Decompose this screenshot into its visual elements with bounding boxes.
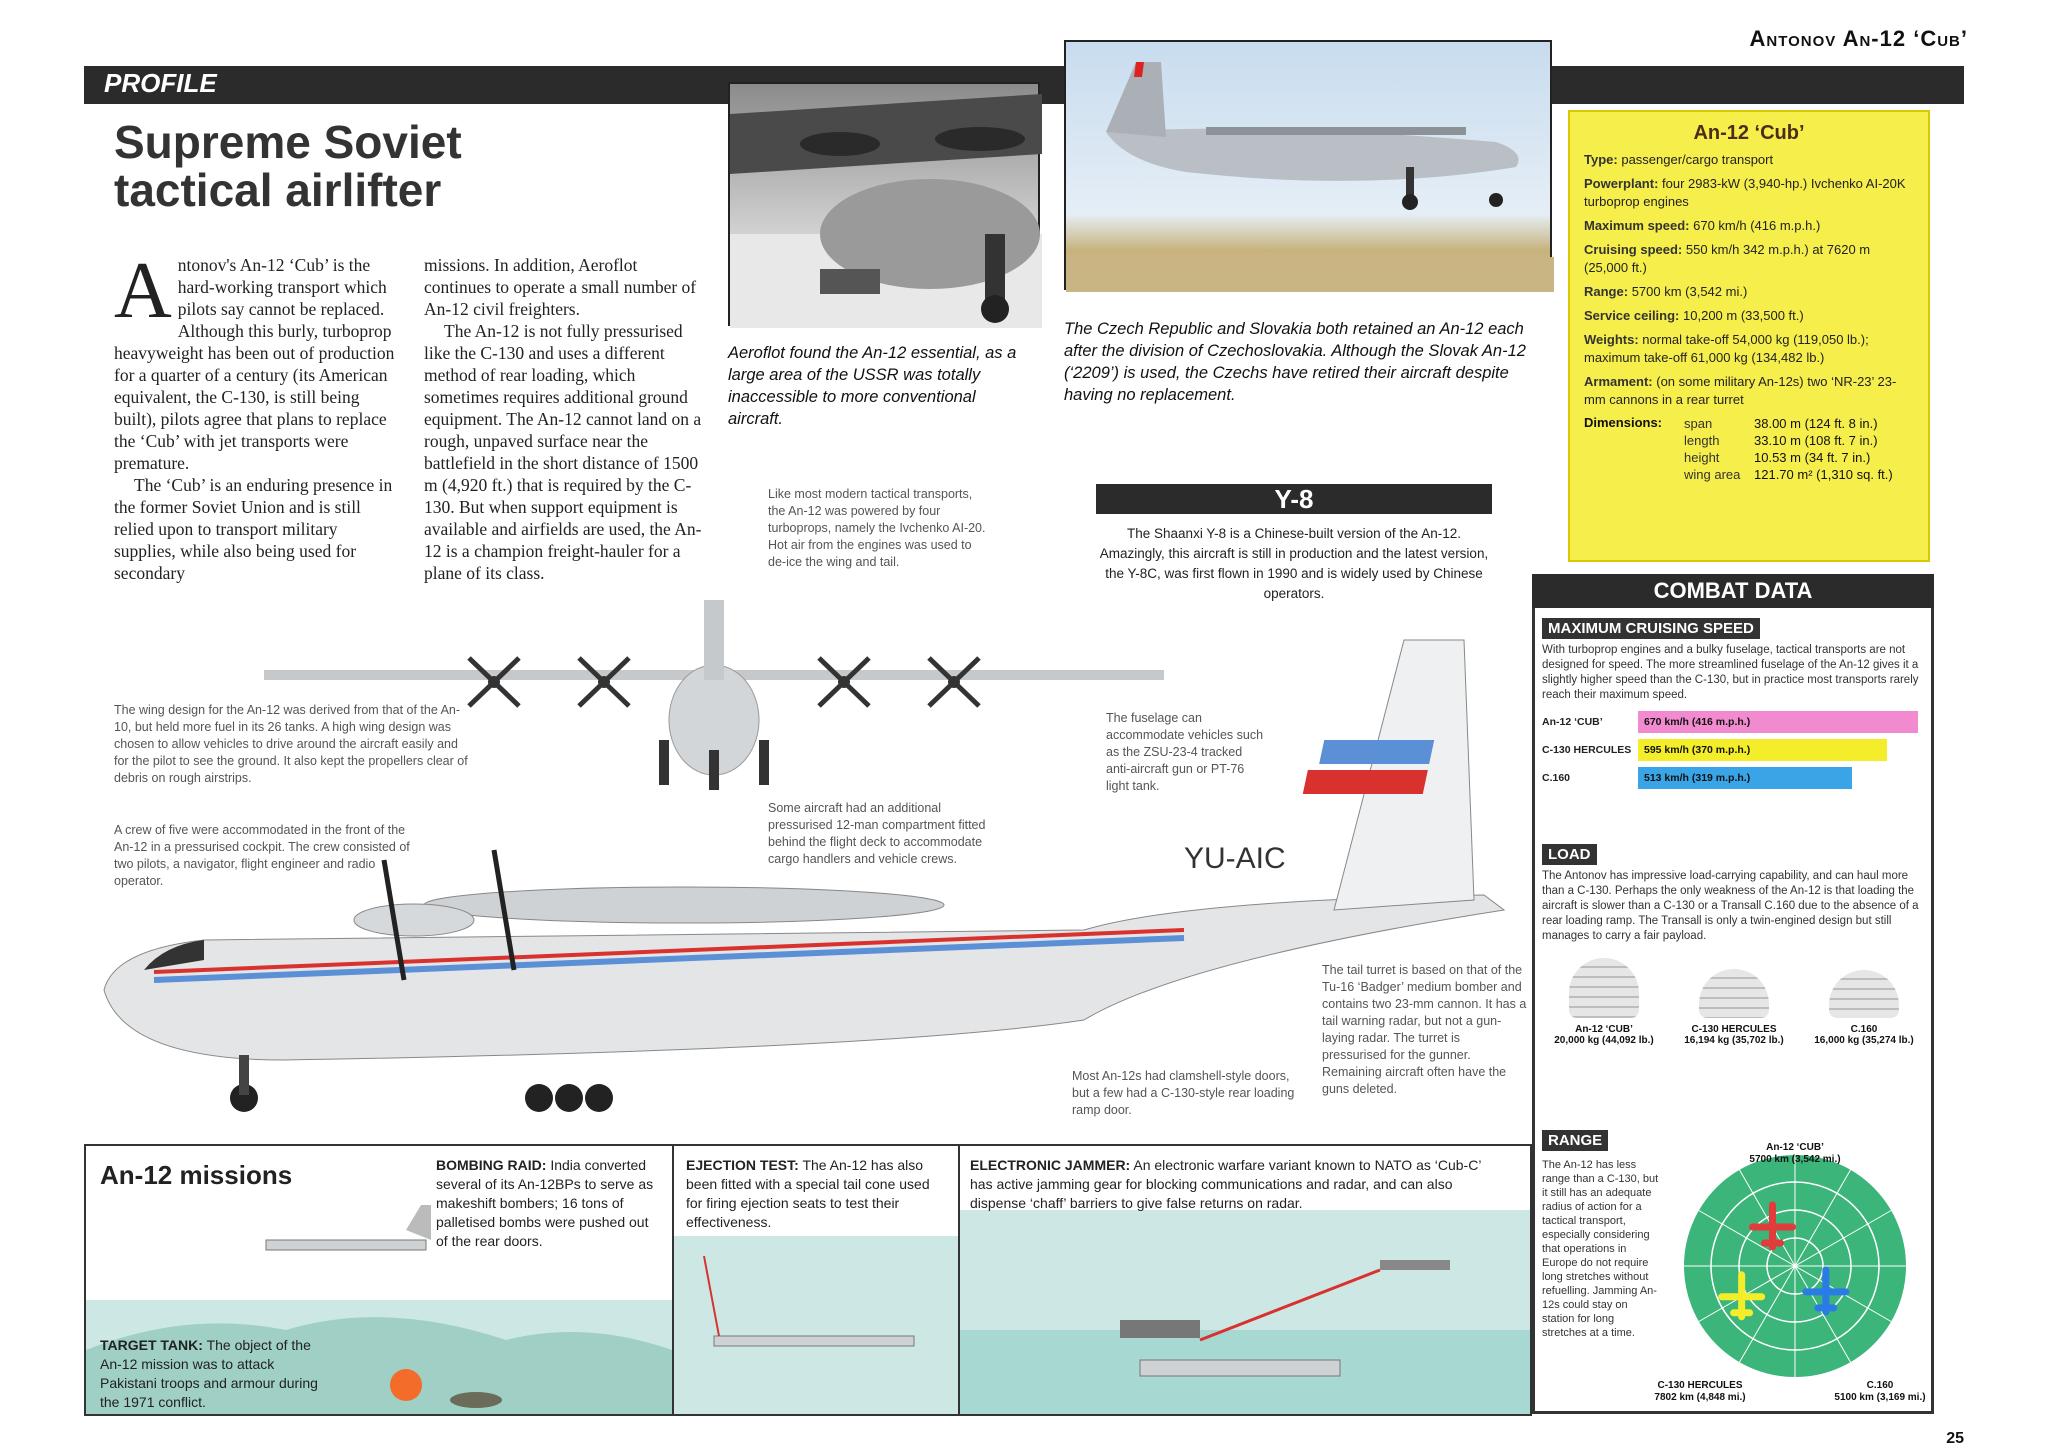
page-title: Antonov An-12 ‘Cub’ — [1749, 26, 1968, 51]
range-aircraft-name: C-130 HERCULES — [1657, 1380, 1743, 1391]
load-aircraft-name: An-12 ‘CUB’ — [1575, 1024, 1633, 1035]
body-text: ntonov's An-12 ‘Cub’ is the hard-working transport which pilots say cannot be replaced. Although this burly, turboprop heavyweight has been out of production for a quarter of a century (its American equivalent, the C-130, is still being built), pilots agree that plans to replace the ‘Cub’ with jet transports were premature. — [114, 255, 395, 473]
body-column-1 — [114, 247, 398, 584]
range-value: 7802 km (4,848 mi.) — [1654, 1392, 1746, 1403]
missions-title: An-12 missions — [100, 1160, 293, 1190]
load-section — [1542, 844, 1926, 1046]
spec-dimensions — [1584, 415, 1914, 483]
body-paragraph: missions. In addition, Aeroflot continues to operate a small number of An-12 civil freighters. — [424, 255, 697, 319]
load-pallet-stack — [1699, 969, 1769, 1018]
spec-cruise-speed: Cruising speed: 550 km/h 342 m.p.h.) at 7620 m (25,000 ft.) — [1584, 242, 1871, 275]
body-paragraph — [114, 247, 398, 474]
spec-type: Type: passenger/cargo transport — [1584, 152, 1774, 167]
speed-bar: 595 km/h (370 m.p.h.) — [1638, 739, 1887, 761]
speed-row — [1542, 767, 1926, 789]
spec-max-speed: Maximum speed: 670 km/h (416 m.p.h.) — [1584, 218, 1821, 233]
speed-section — [1542, 618, 1926, 795]
range-value: 5100 km (3,169 mi.) — [1834, 1392, 1926, 1403]
page-number: 25 — [1946, 1430, 1964, 1447]
annotation-wing: The wing design for the An-12 was derived from that of the An-10, but held more fuel in its 26 tanks. A high wing design was chosen to allow vehicles to drive around the aircraft easily and for the pilot to see the ground. It also kept the propellers clear of debris on rough airstrips. — [114, 703, 468, 785]
photo-czech — [1064, 40, 1552, 290]
photo-aeroflot-image — [730, 84, 1042, 328]
load-chart — [1542, 954, 1926, 1046]
range-value: 5700 km (3,542 mi.) — [1749, 1154, 1841, 1165]
dimension-row: span 38.00 m (124 ft. 8 in.) — [1684, 416, 1878, 431]
jammer-scene — [960, 1210, 1530, 1414]
mission-electronic-jammer: ELECTRONIC JAMMER: An electronic warfare variant known to NATO as ‘Cub-C’ has active jamming gear for blocking communications and radar, and can also dispense ‘chaff’ barriers to give false returns on radar. — [970, 1157, 1481, 1211]
speed-chart — [1542, 711, 1926, 789]
photo-aeroflot — [728, 82, 1040, 326]
speed-tag: MAXIMUM CRUISING SPEED — [1542, 618, 1760, 639]
y8-text: The Shaanxi Y-8 is a Chinese-built version of the An-12. Amazingly, this aircraft is still in production and the latest version, the Y-8C, was first flown in 1990 and is widely used by Chinese operators. — [1099, 526, 1489, 601]
speed-bar: 670 km/h (416 m.p.h.) — [1638, 711, 1918, 733]
speed-aircraft-label: An-12 ‘CUB’ — [1542, 716, 1603, 728]
spec-powerplant: Powerplant: four 2983-kW (3,940-hp.) Ivchenko AI-20K turboprop engines — [1584, 176, 1906, 209]
annotation-engines: Like most modern tactical transports, the An-12 was powered by four turboprops, namely the Ivchenko AI-20. Hot air from the engines was used to de-ice the wing and tail. — [768, 487, 986, 569]
specs-box — [1568, 110, 1930, 562]
annotation-fuselage: The fuselage can accommodate vehicles such as the ZSU-23-4 tracked anti-aircraft gun or PT-76 light tank. — [1106, 711, 1264, 793]
range-aircraft-name: An-12 ‘CUB’ — [1766, 1142, 1824, 1153]
speed-row — [1542, 711, 1926, 733]
spec-dimensions-label: Dimensions: — [1584, 415, 1663, 430]
load-column — [1672, 954, 1796, 1046]
dimension-row: height 10.53 m (34 ft. 7 in.) — [1684, 450, 1871, 465]
load-column — [1542, 954, 1666, 1046]
annotation-doors: Most An-12s had clamshell-style doors, but a few had a C-130-style rear loading ramp door. — [1072, 1069, 1295, 1117]
load-value: 20,000 kg (44,092 lb.) — [1554, 1035, 1654, 1046]
headline-line1: Supreme Soviet — [114, 116, 462, 168]
load-tag: LOAD — [1542, 844, 1597, 865]
range-section — [1542, 1130, 1926, 1410]
caption-aeroflot: Aeroflot found the An-12 essential, as a large area of the USSR was totally inaccessible to more conventional aircraft. — [728, 344, 1017, 428]
mission-target-tank: TARGET TANK: The object of the An-12 mission was to attack Pakistani troops and armour during the 1971 conflict. — [100, 1337, 318, 1410]
mission-ejection-test: EJECTION TEST: The An-12 has also been fitted with a special tail cone used for firing ejection seats to test their effectiveness. — [686, 1157, 930, 1230]
combat-data-title: COMBAT DATA — [1532, 574, 1934, 608]
annotation-compartment: Some aircraft had an additional pressurised 12-man compartment fitted behind the flight deck to accommodate cargo handlers and vehicle crews. — [768, 801, 986, 866]
mission-bombing-raid: BOMBING RAID: India converted several of its An-12BPs to serve as makeshift bombers; 16 tons of palletised bombs were pushed out of the rear doors. — [436, 1157, 654, 1249]
caption-czech: The Czech Republic and Slovakia both retained an An-12 each after the division of Czechoslovakia. Although the Slovak An-12 (‘2209’) is used, the Czechs have retired their aircraft despite having no replacement. — [1064, 320, 1526, 404]
dimension-list — [1684, 415, 1893, 483]
speed-bar: 513 km/h (319 m.p.h.) — [1638, 767, 1852, 789]
registration-mark: YU-AIC — [1184, 842, 1286, 875]
body-paragraph: The ‘Cub’ is an enduring presence in the former Soviet Union and is still relied upon to transport military supplies, while also being used for secondary — [114, 475, 393, 583]
dropcap: A — [114, 247, 172, 335]
range-aircraft-name: C.160 — [1866, 1380, 1894, 1391]
annotation-crew: A crew of five were accommodated in the front of the An-12 in a pressurised cockpit. The crew consisted of two pilots, a navigator, flight engineer and radio operator. — [114, 823, 410, 888]
range-text: The An-12 has less range than a C-130, but it still has an adequate radius of action for a tactical transport, especially considering that operations in Europe do not require long stretches without refuelling. Jamming An-12s could stay on station for long stretches at a time. — [1542, 1159, 1659, 1339]
spec-ceiling: Service ceiling: 10,200 m (33,500 ft.) — [1584, 308, 1804, 323]
body-column-2 — [424, 254, 704, 584]
load-text: The Antonov has impressive load-carrying capability, and can haul more than a C-130. Perhaps the only weakness of the An-12 is that loading the aircraft is slower than a C-130 or a Transall C.160 due to the absence of a rear loading ramp. The Transall is only a twin-engined design but still manages to carry a fair payload. — [1542, 870, 1919, 942]
load-value: 16,000 kg (35,274 lb.) — [1814, 1035, 1914, 1046]
speed-aircraft-label: C-130 HERCULES — [1542, 744, 1632, 756]
speed-aircraft-label: C.160 — [1542, 772, 1571, 784]
annotation-tail-turret: The tail turret is based on that of the Tu-16 ‘Badger’ medium bomber and contains two 23-mm cannon. It has a tail warning radar, but not a gun-laying radar. The turret is pressurised for the gunner. Remaining aircraft often have the guns deleted. — [1322, 963, 1527, 1096]
spec-range: Range: 5700 km (3,542 mi.) — [1584, 284, 1748, 299]
range-tag: RANGE — [1542, 1130, 1608, 1151]
spec-armament: Armament: (on some military An-12s) two ‘NR-23’ 23-mm cannons in a rear turret — [1584, 374, 1897, 407]
dimension-row: wing area 121.70 m² (1,310 sq. ft.) — [1684, 467, 1893, 482]
speed-text: With turboprop engines and a bulky fuselage, tactical transports are not designed for speed. The more streamlined fuselage of the An-12 gives it a slightly higher speed than the C-130, but in practice most transports rarely reach their maximum speed. — [1542, 644, 1919, 701]
speed-row — [1542, 739, 1926, 761]
specs-title: An-12 ‘Cub’ — [1693, 122, 1805, 144]
ejection-scene — [674, 1236, 958, 1414]
dimension-row: length 33.10 m (108 ft. 7 in.) — [1684, 433, 1878, 448]
range-chart — [1654, 1136, 1926, 1406]
load-pallet-stack — [1829, 970, 1899, 1018]
load-aircraft-name: C.160 — [1850, 1024, 1878, 1035]
load-column — [1802, 954, 1926, 1046]
load-value: 16,194 kg (35,702 lb.) — [1684, 1035, 1784, 1046]
photo-czech-image — [1066, 42, 1554, 292]
y8-title: Y-8 — [1096, 484, 1492, 514]
headline-line2: tactical airlifter — [114, 164, 442, 216]
load-pallet-stack — [1569, 958, 1639, 1018]
headline — [114, 118, 674, 214]
spec-weights: Weights: normal take-off 54,000 kg (119,050 lb.); maximum take-off 61,000 kg (134,482 lb.) — [1584, 332, 1869, 365]
section-label: PROFILE — [104, 68, 217, 98]
load-aircraft-name: C-130 HERCULES — [1691, 1024, 1777, 1035]
body-paragraph: The An-12 is not fully pressurised like the C-130 and uses a different method of rear loading, which sometimes requires additional ground equipment. The An-12 cannot land on a rough, unpaved surface near the battlefield in the short distance of 1500 m (4,920 ft.) that is required by the C-130. But when support equipment is available and airfields are used, the An-12 is a champion freight-hauler for a plane of its class. — [424, 321, 702, 583]
